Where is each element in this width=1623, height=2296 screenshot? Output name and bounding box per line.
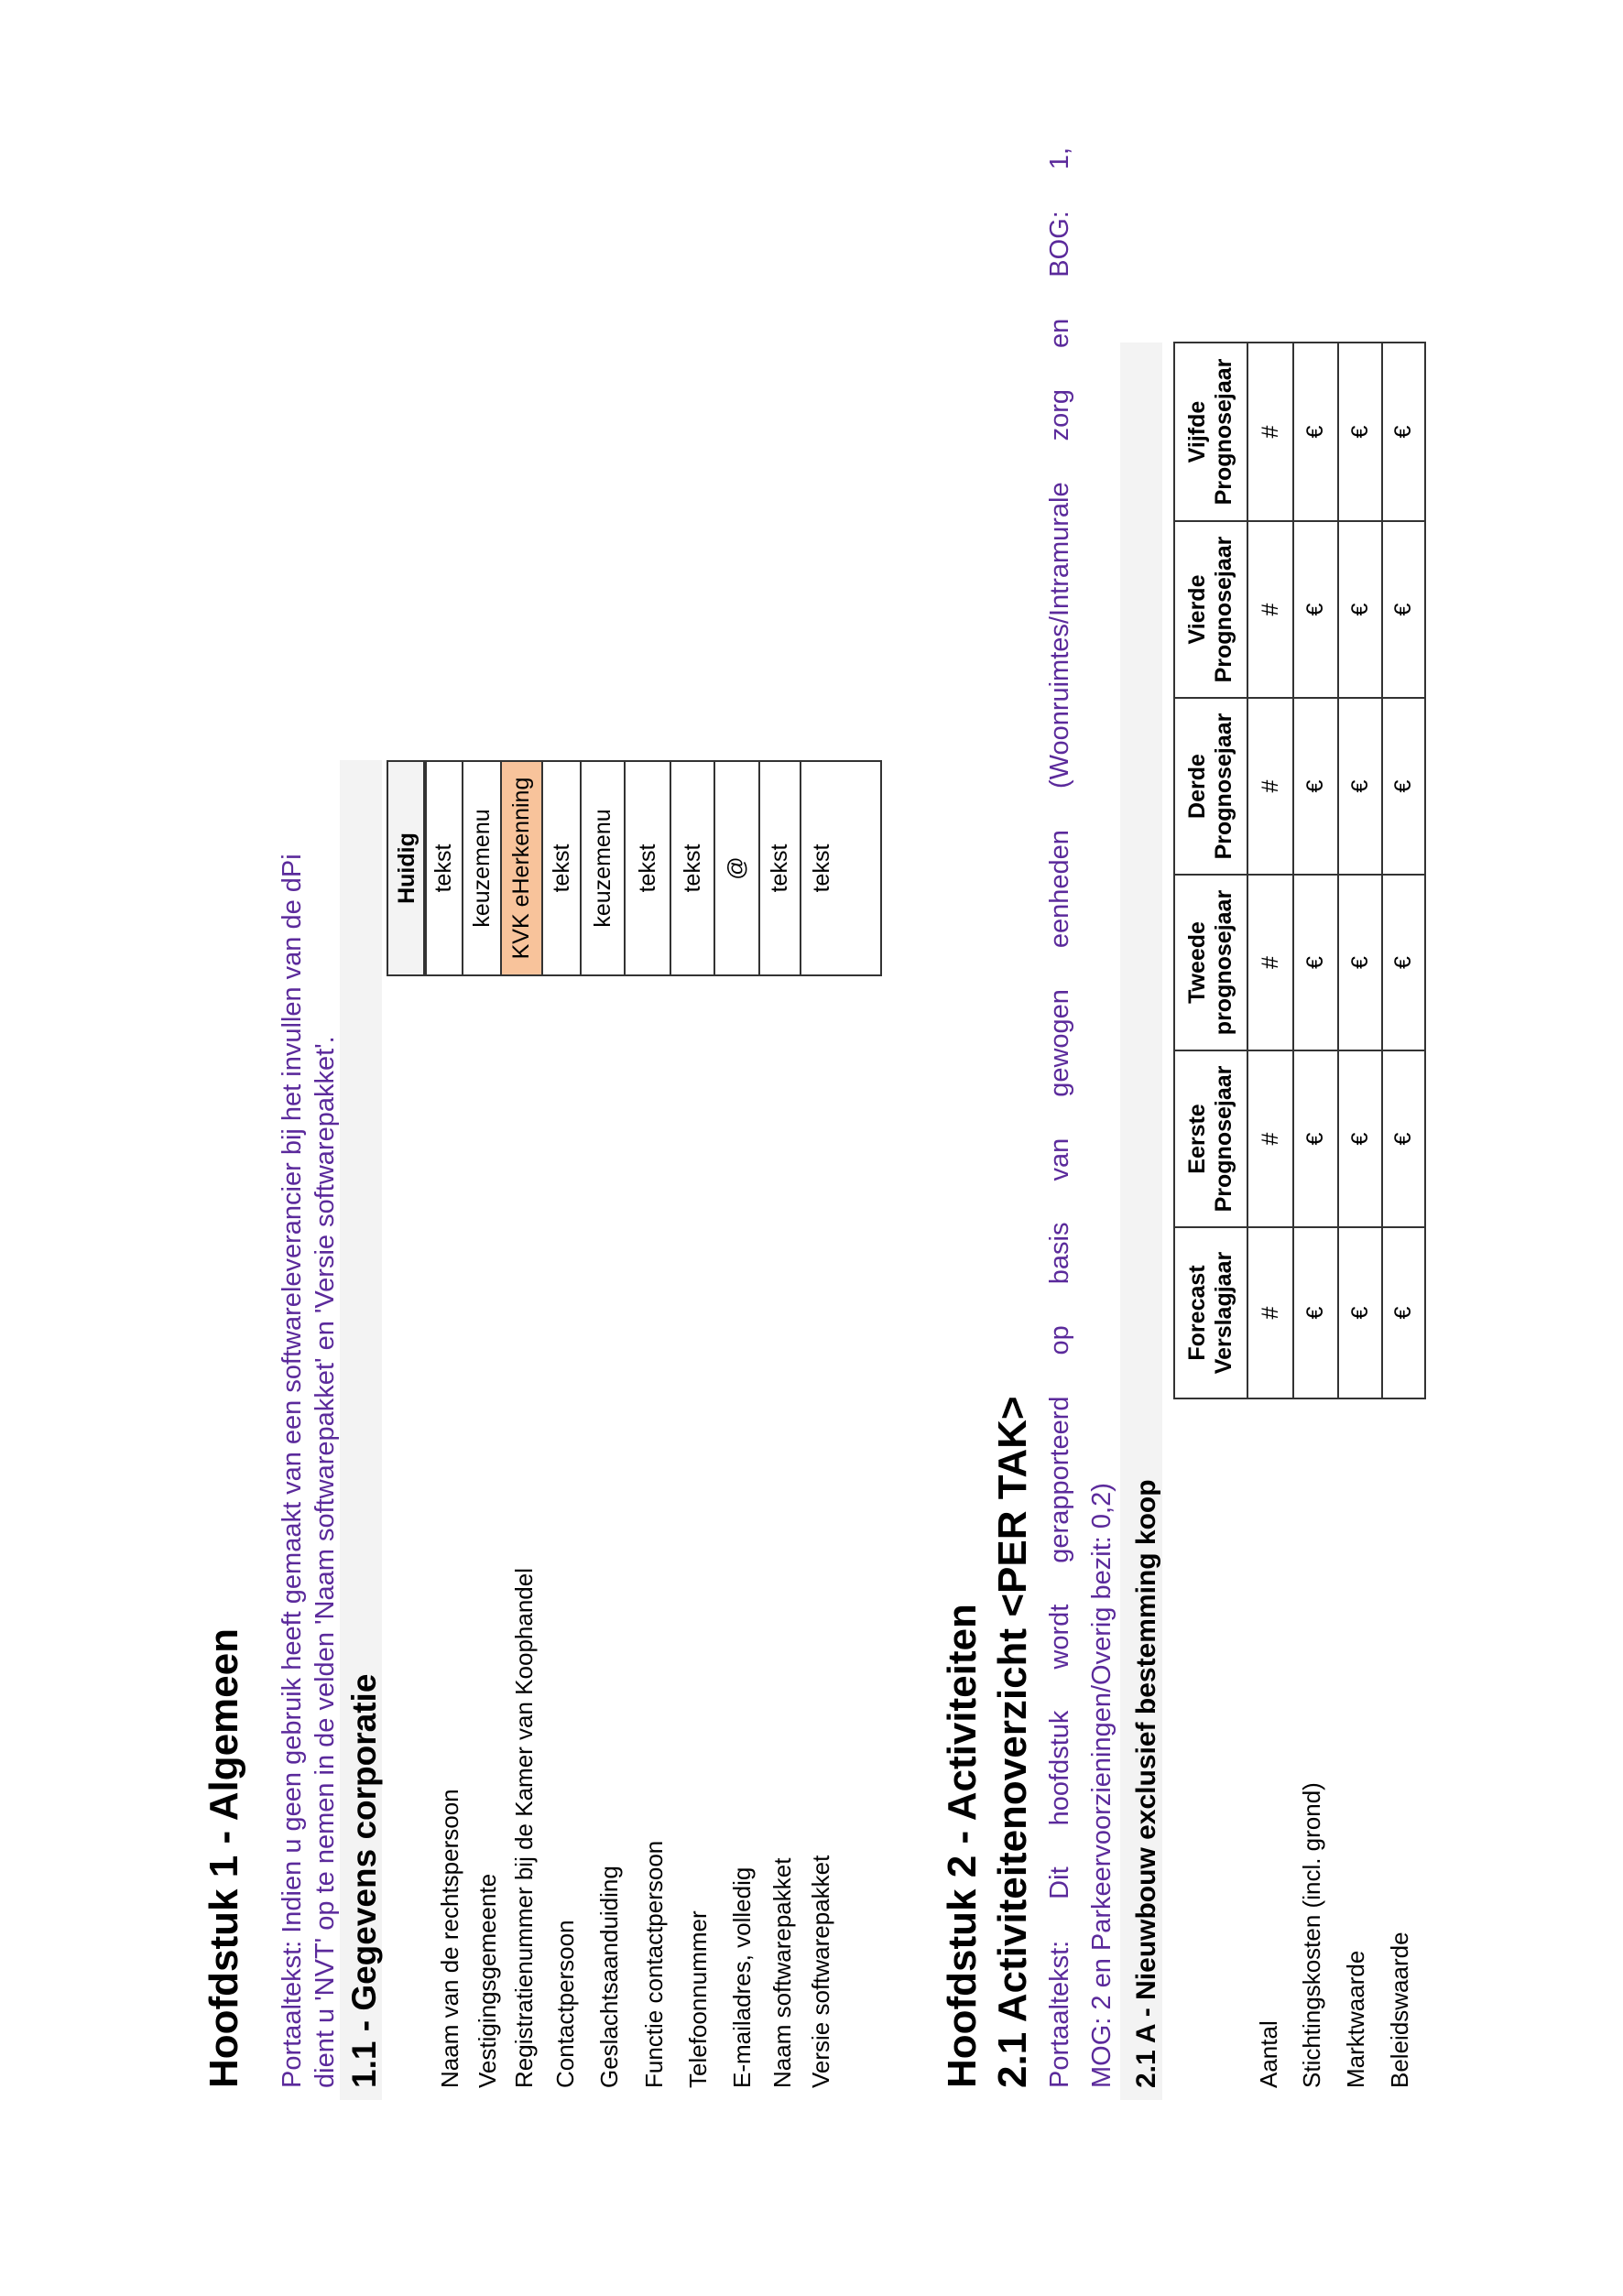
table-cell[interactable]: € [1381, 342, 1426, 522]
column-header [1173, 520, 1248, 699]
row-label: Stichtingskosten (incl. grond) [1298, 1782, 1325, 2088]
column-header-line: Prognosejaar [1211, 536, 1236, 683]
section-2-1-a-title: 2.1 A - Nieuwbouw exclusief bestemming koop [1131, 1479, 1161, 2088]
column-header-line: Vijfde [1184, 400, 1211, 463]
table-cell[interactable]: € [1337, 520, 1383, 699]
table-cell[interactable]: € [1337, 1226, 1383, 1399]
portal-text-line: Portaaltekst: Dit hoofdstuk wordt gerapporteerd op basis van gewogen eenheden (Woonruimtes/Intramurale zorg en BOG: 1, [1045, 147, 1074, 2088]
column-header [1173, 697, 1248, 876]
column-header [1173, 1050, 1248, 1228]
field-label: Naam softwarepakket [768, 1857, 796, 2088]
table-cell[interactable]: € [1381, 1050, 1426, 1228]
portal-text-line: Portaaltekst: Indien u geen gebruik heeft gemaakt van een softwareleverancier bij het invullen van de dPi [278, 854, 307, 2088]
value-cell[interactable]: tekst [800, 760, 882, 976]
table-cell[interactable]: # [1247, 874, 1294, 1051]
section-1-1-title: 1.1 - Gegevens corporatie [345, 1673, 383, 2088]
table-cell[interactable]: # [1247, 1050, 1294, 1228]
table-cell[interactable]: # [1247, 342, 1294, 522]
table-cell[interactable]: € [1381, 874, 1426, 1051]
value-cell[interactable]: @ [713, 760, 760, 976]
column-header [1173, 874, 1248, 1051]
value-cell[interactable]: keuzemenu [580, 760, 626, 976]
column-header-line: Derde [1184, 754, 1211, 819]
column-header-line: Tweede [1184, 921, 1211, 1004]
field-label: Geslachtsaanduiding [595, 1866, 623, 2088]
value-cell[interactable]: tekst [423, 760, 463, 976]
section-2-1-title: 2.1 Activiteitenoverzicht <PER TAK> [990, 1396, 1035, 2088]
field-label: Versie softwarepakket [807, 1855, 834, 2088]
chapter-2-title: Hoofdstuk 2 - Activiteiten [940, 1604, 985, 2088]
field-label: Contactpersoon [551, 1920, 579, 2088]
column-header-line: Prognosejaar [1211, 358, 1236, 506]
table-cell[interactable]: € [1337, 874, 1383, 1051]
value-cell[interactable]: tekst [758, 760, 801, 976]
table-cell[interactable]: € [1337, 1050, 1383, 1228]
table-cell[interactable]: € [1292, 520, 1339, 699]
value-cell[interactable]: tekst [541, 760, 582, 976]
table-cell[interactable]: € [1381, 520, 1426, 699]
table-cell[interactable]: # [1247, 697, 1294, 876]
column-header-line: Prognosejaar [1211, 1065, 1236, 1213]
table-header-huidig: Huidig [387, 760, 427, 976]
field-label: E-mailadres, volledig [728, 1866, 756, 2088]
table-cell[interactable]: € [1337, 697, 1383, 876]
row-label: Aantal [1255, 2020, 1282, 2088]
column-header-line: Verslagjaar [1211, 1251, 1236, 1375]
column-header-line: Prognosejaar [1211, 713, 1236, 860]
table-cell[interactable]: € [1381, 1226, 1426, 1399]
value-cell[interactable]: tekst [624, 760, 671, 976]
table-cell[interactable]: € [1381, 697, 1426, 876]
table-cell[interactable]: € [1337, 342, 1383, 522]
portal-text-line: MOG: 2 en Parkeervoorzieningen/Overig bezit: 0,2) [1087, 1483, 1116, 2088]
table-cell[interactable]: € [1292, 1050, 1339, 1228]
table-cell[interactable]: € [1292, 1226, 1339, 1399]
table-cell[interactable]: # [1247, 1226, 1294, 1399]
field-label: Telefoonnummer [684, 1910, 712, 2088]
table-cell[interactable]: # [1247, 520, 1294, 699]
row-label: Marktwaarde [1342, 1950, 1369, 2088]
column-header-line: prognosejaar [1211, 889, 1236, 1036]
table-cell[interactable]: € [1292, 697, 1339, 876]
table-cell[interactable]: € [1292, 874, 1339, 1051]
column-header [1173, 1226, 1248, 1399]
column-header [1173, 342, 1248, 522]
value-cell[interactable]: keuzemenu [462, 760, 502, 976]
field-label: Naam van de rechtspersoon [436, 1789, 463, 2088]
row-label: Beleidswaarde [1386, 1931, 1413, 2088]
field-label: Functie contactpersoon [640, 1840, 668, 2088]
column-header-line: Forecast [1184, 1265, 1211, 1361]
value-cell[interactable]: tekst [670, 760, 715, 976]
value-cell[interactable]: KVK eHerkenning [500, 760, 543, 976]
field-label: Vestigingsgemeente [474, 1873, 501, 2088]
column-header-line: Vierde [1184, 574, 1211, 645]
table-cell[interactable]: € [1292, 342, 1339, 522]
chapter-1-title: Hoofdstuk 1 - Algemeen [202, 1628, 246, 2088]
field-label: Registratienummer bij de Kamer van Koophandel [510, 1568, 538, 2088]
column-header-line: Eerste [1184, 1104, 1211, 1174]
portal-text-line: dient u 'NVT' op te nemen in de velden 'Naam softwarepakket' en 'Versie softwarepakket'. [310, 1036, 340, 2088]
